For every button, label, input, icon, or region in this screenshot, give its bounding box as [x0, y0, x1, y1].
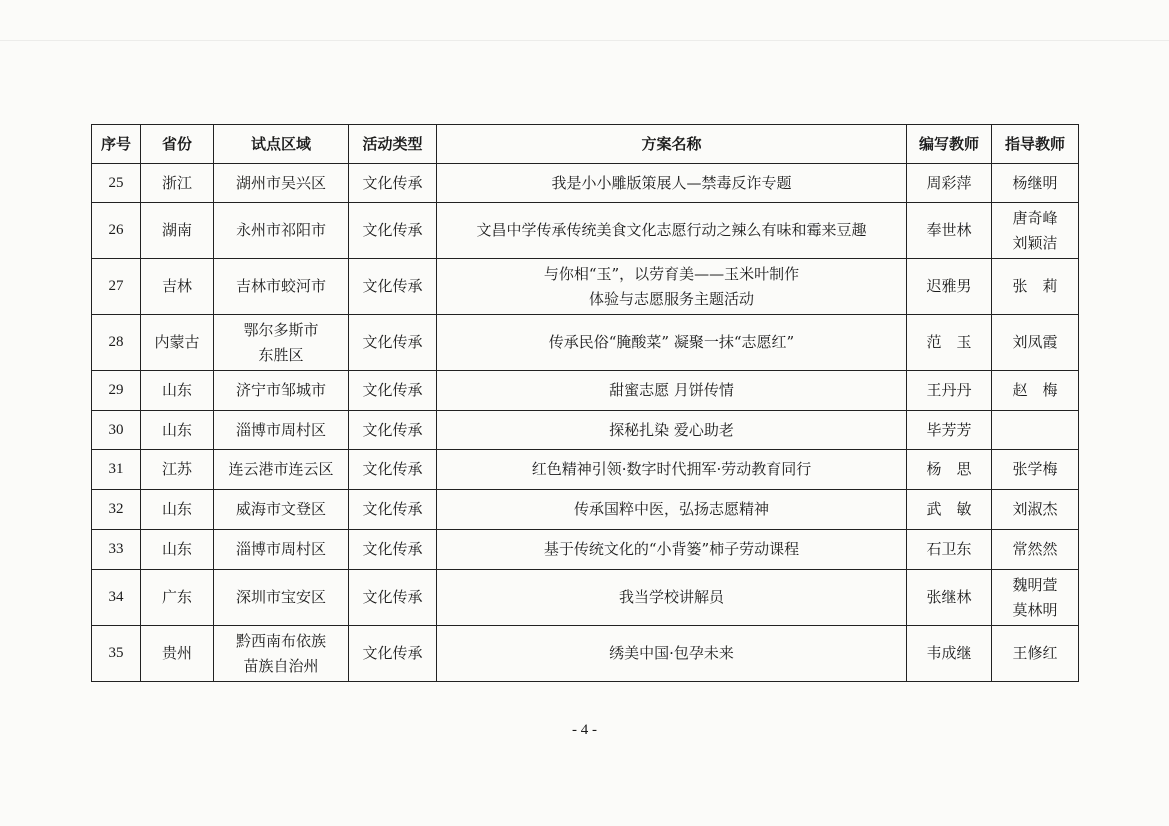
cell-advisor-text: 刘颖洁	[1012, 233, 1058, 252]
cell-province	[141, 315, 214, 371]
cell-plan-text: 甜蜜志愿 月饼传情	[609, 381, 734, 399]
cell-type-text: 文化传承	[362, 500, 423, 518]
cell-type	[349, 411, 437, 450]
cell-type	[349, 164, 437, 203]
cell-type-text: 文化传承	[362, 420, 423, 439]
table-row	[92, 570, 1079, 626]
cell-plan	[437, 570, 907, 626]
cell-region	[214, 570, 349, 626]
table-row	[92, 315, 1079, 371]
cell-advisor-text: 莫林明	[1012, 600, 1058, 619]
cell-writer	[907, 450, 992, 490]
cell-type-text: 文化传承	[362, 277, 423, 295]
cell-region	[214, 490, 349, 530]
cell-advisor	[992, 450, 1079, 490]
cell-type	[349, 626, 437, 682]
cell-plan-text: 探秘扎染 爱心助老	[609, 420, 734, 439]
header-advisor: 指导教师	[992, 125, 1079, 164]
cell-advisor	[992, 164, 1079, 203]
cell-no-text: 28	[108, 334, 124, 350]
cell-province-text: 贵州	[161, 644, 192, 662]
cell-province-text: 湖南	[161, 221, 192, 239]
cell-plan-text: 绣美中国·包孕未来	[609, 644, 734, 662]
header-type: 活动类型	[349, 125, 437, 164]
cell-writer	[907, 411, 992, 450]
cell-advisor-text: 王修红	[1012, 644, 1058, 662]
cell-province	[141, 411, 214, 450]
page-number: - 4 -	[572, 722, 597, 738]
cell-advisor-text: 张学梅	[1012, 460, 1058, 478]
header-province: 省份	[141, 125, 214, 164]
cell-writer	[907, 570, 992, 626]
cell-plan-text: 传承民俗“腌酸菜” 凝聚一抹“志愿红”	[548, 333, 795, 351]
cell-writer-text: 武 敏	[926, 500, 972, 518]
header-plan: 方案名称	[437, 125, 907, 164]
cell-no-text: 33	[108, 541, 124, 557]
cell-writer-text: 奉世林	[926, 221, 972, 239]
cell-advisor-text: 刘凤霞	[1012, 333, 1058, 351]
cell-region	[214, 371, 349, 411]
cell-province-text: 山东	[161, 540, 192, 558]
cell-advisor-text: 杨继明	[1012, 173, 1058, 192]
cell-province	[141, 259, 214, 315]
cell-advisor	[992, 530, 1079, 570]
cell-province-text: 广东	[161, 588, 192, 606]
cell-region	[214, 164, 349, 203]
table-row	[92, 371, 1079, 411]
cell-no-text: 25	[108, 174, 124, 191]
cell-region-text: 深圳市宝安区	[235, 588, 326, 606]
cell-no	[92, 259, 141, 315]
cell-no	[92, 450, 141, 490]
cell-region-text: 永州市祁阳市	[235, 221, 326, 239]
cell-region-text: 淄博市周村区	[235, 420, 326, 439]
cell-writer-text: 周彩萍	[926, 173, 972, 192]
cell-advisor-text: 魏明萱	[1012, 575, 1058, 594]
cell-advisor	[992, 259, 1079, 315]
cell-province-text: 山东	[161, 420, 192, 439]
cell-writer-text: 张继林	[926, 588, 972, 606]
cell-province-text: 吉林	[161, 277, 192, 295]
cell-writer	[907, 371, 992, 411]
cell-advisor	[992, 490, 1079, 530]
cell-plan-text: 红色精神引领·数字时代拥军·劳动教育同行	[531, 460, 812, 478]
cell-province-text: 江苏	[161, 460, 192, 478]
cell-region	[214, 626, 349, 682]
cell-no	[92, 203, 141, 259]
cell-region	[214, 530, 349, 570]
cell-type	[349, 530, 437, 570]
cell-no-text: 35	[108, 645, 124, 661]
cell-province	[141, 164, 214, 203]
cell-province	[141, 371, 214, 411]
table-row	[92, 164, 1079, 203]
cell-no-text: 29	[108, 382, 124, 398]
table-row	[92, 259, 1079, 315]
cell-region	[214, 259, 349, 315]
cell-province-text: 山东	[161, 381, 192, 399]
cell-province	[141, 490, 214, 530]
cell-no-text: 34	[108, 589, 124, 605]
cell-advisor	[992, 570, 1079, 626]
cell-no-text: 26	[108, 222, 124, 238]
cell-plan-text: 与你相“玉”，以劳育美——玉米叶制作	[543, 264, 800, 283]
cell-no	[92, 570, 141, 626]
cell-no	[92, 530, 141, 570]
cell-writer-text: 王丹丹	[926, 381, 972, 399]
cell-advisor-text: 张 莉	[1012, 277, 1058, 295]
table-header-row	[92, 125, 1079, 164]
cell-region-text: 鄂尔多斯市	[243, 320, 319, 339]
cell-no-text: 32	[108, 501, 124, 517]
cell-writer-text: 石卫东	[926, 540, 972, 558]
cell-region-text: 黔西南布依族	[235, 631, 326, 650]
cell-plan-text: 我是小小雕版策展人—禁毒反诈专题	[551, 173, 792, 192]
table-row	[92, 626, 1079, 682]
cell-plan	[437, 371, 907, 411]
cell-no	[92, 490, 141, 530]
cell-plan	[437, 164, 907, 203]
cell-writer	[907, 164, 992, 203]
cell-type	[349, 490, 437, 530]
cell-type	[349, 570, 437, 626]
cell-plan	[437, 259, 907, 315]
cell-plan	[437, 450, 907, 490]
cell-advisor	[992, 626, 1079, 682]
table-row	[92, 450, 1079, 490]
cell-advisor-text: 刘淑杰	[1012, 500, 1058, 518]
cell-plan-text: 基于传统文化的“小背篓”柿子劳动课程	[543, 540, 800, 558]
scan-edge-line	[0, 40, 1169, 41]
cell-type-text: 文化传承	[362, 333, 423, 351]
cell-type-text: 文化传承	[362, 381, 423, 399]
cell-writer-text: 杨 思	[926, 460, 972, 478]
header-region: 试点区域	[214, 125, 349, 164]
cell-plan	[437, 203, 907, 259]
table-row	[92, 411, 1079, 450]
cell-plan	[437, 315, 907, 371]
cell-plan	[437, 530, 907, 570]
cell-province	[141, 203, 214, 259]
pilot-plan-table	[91, 124, 1079, 682]
cell-type	[349, 259, 437, 315]
cell-no-text: 31	[108, 461, 124, 477]
cell-type-text: 文化传承	[362, 173, 423, 192]
cell-region	[214, 203, 349, 259]
cell-plan	[437, 411, 907, 450]
cell-type	[349, 450, 437, 490]
cell-writer-text: 迟雅男	[926, 277, 972, 295]
cell-writer	[907, 203, 992, 259]
cell-type	[349, 203, 437, 259]
cell-region	[214, 315, 349, 371]
cell-region-text: 东胜区	[258, 345, 304, 364]
cell-writer-text: 毕芳芳	[926, 420, 972, 439]
cell-no	[92, 315, 141, 371]
cell-region-text: 吉林市蛟河市	[235, 277, 326, 295]
cell-advisor-text: 常然然	[1012, 540, 1058, 558]
cell-province-text: 浙江	[161, 173, 192, 192]
cell-province	[141, 570, 214, 626]
cell-province	[141, 626, 214, 682]
cell-no	[92, 626, 141, 682]
cell-region	[214, 411, 349, 450]
table-row	[92, 530, 1079, 570]
cell-writer-text: 韦成继	[926, 644, 972, 662]
cell-type-text: 文化传承	[362, 460, 423, 478]
cell-region-text: 济宁市邹城市	[235, 381, 326, 399]
cell-type-text: 文化传承	[362, 644, 423, 662]
cell-type	[349, 371, 437, 411]
cell-type-text: 文化传承	[362, 588, 423, 606]
cell-advisor	[992, 371, 1079, 411]
cell-region	[214, 450, 349, 490]
table-row	[92, 490, 1079, 530]
cell-no	[92, 411, 141, 450]
cell-writer	[907, 626, 992, 682]
cell-no-text: 27	[108, 278, 124, 294]
cell-plan-text: 体验与志愿服务主题活动	[588, 289, 754, 308]
header-no: 序号	[92, 125, 141, 164]
cell-province-text: 山东	[161, 500, 192, 518]
table-row	[92, 203, 1079, 259]
cell-region-text: 湖州市吴兴区	[235, 173, 326, 192]
cell-plan-text: 传承国粹中医，弘扬志愿精神	[573, 500, 769, 518]
table-body	[92, 164, 1079, 682]
header-writer: 编写教师	[907, 125, 992, 164]
cell-region-text: 苗族自治州	[243, 656, 319, 675]
cell-region-text: 淄博市周村区	[235, 540, 326, 558]
cell-advisor-text: 赵 梅	[1012, 381, 1058, 399]
cell-advisor	[992, 315, 1079, 371]
cell-province	[141, 530, 214, 570]
cell-region-text: 连云港市连云区	[228, 460, 334, 478]
cell-advisor-text: 唐奇峰	[1012, 208, 1058, 227]
cell-type-text: 文化传承	[362, 540, 423, 558]
cell-province	[141, 450, 214, 490]
cell-no	[92, 164, 141, 203]
cell-writer	[907, 259, 992, 315]
cell-plan-text: 我当学校讲解员	[618, 588, 724, 606]
cell-advisor	[992, 411, 1079, 450]
cell-writer	[907, 530, 992, 570]
cell-type-text: 文化传承	[362, 221, 423, 239]
cell-plan	[437, 490, 907, 530]
cell-type	[349, 315, 437, 371]
cell-province-text: 内蒙古	[154, 333, 200, 351]
cell-writer-text: 范 玉	[926, 333, 972, 351]
cell-writer	[907, 315, 992, 371]
cell-region-text: 威海市文登区	[235, 500, 326, 518]
cell-advisor	[992, 203, 1079, 259]
cell-plan	[437, 626, 907, 682]
cell-no	[92, 371, 141, 411]
cell-no-text: 30	[108, 421, 124, 438]
cell-writer	[907, 490, 992, 530]
cell-plan-text: 文昌中学传承传统美食文化志愿行动之辣么有味和霉来豆趣	[476, 221, 867, 239]
